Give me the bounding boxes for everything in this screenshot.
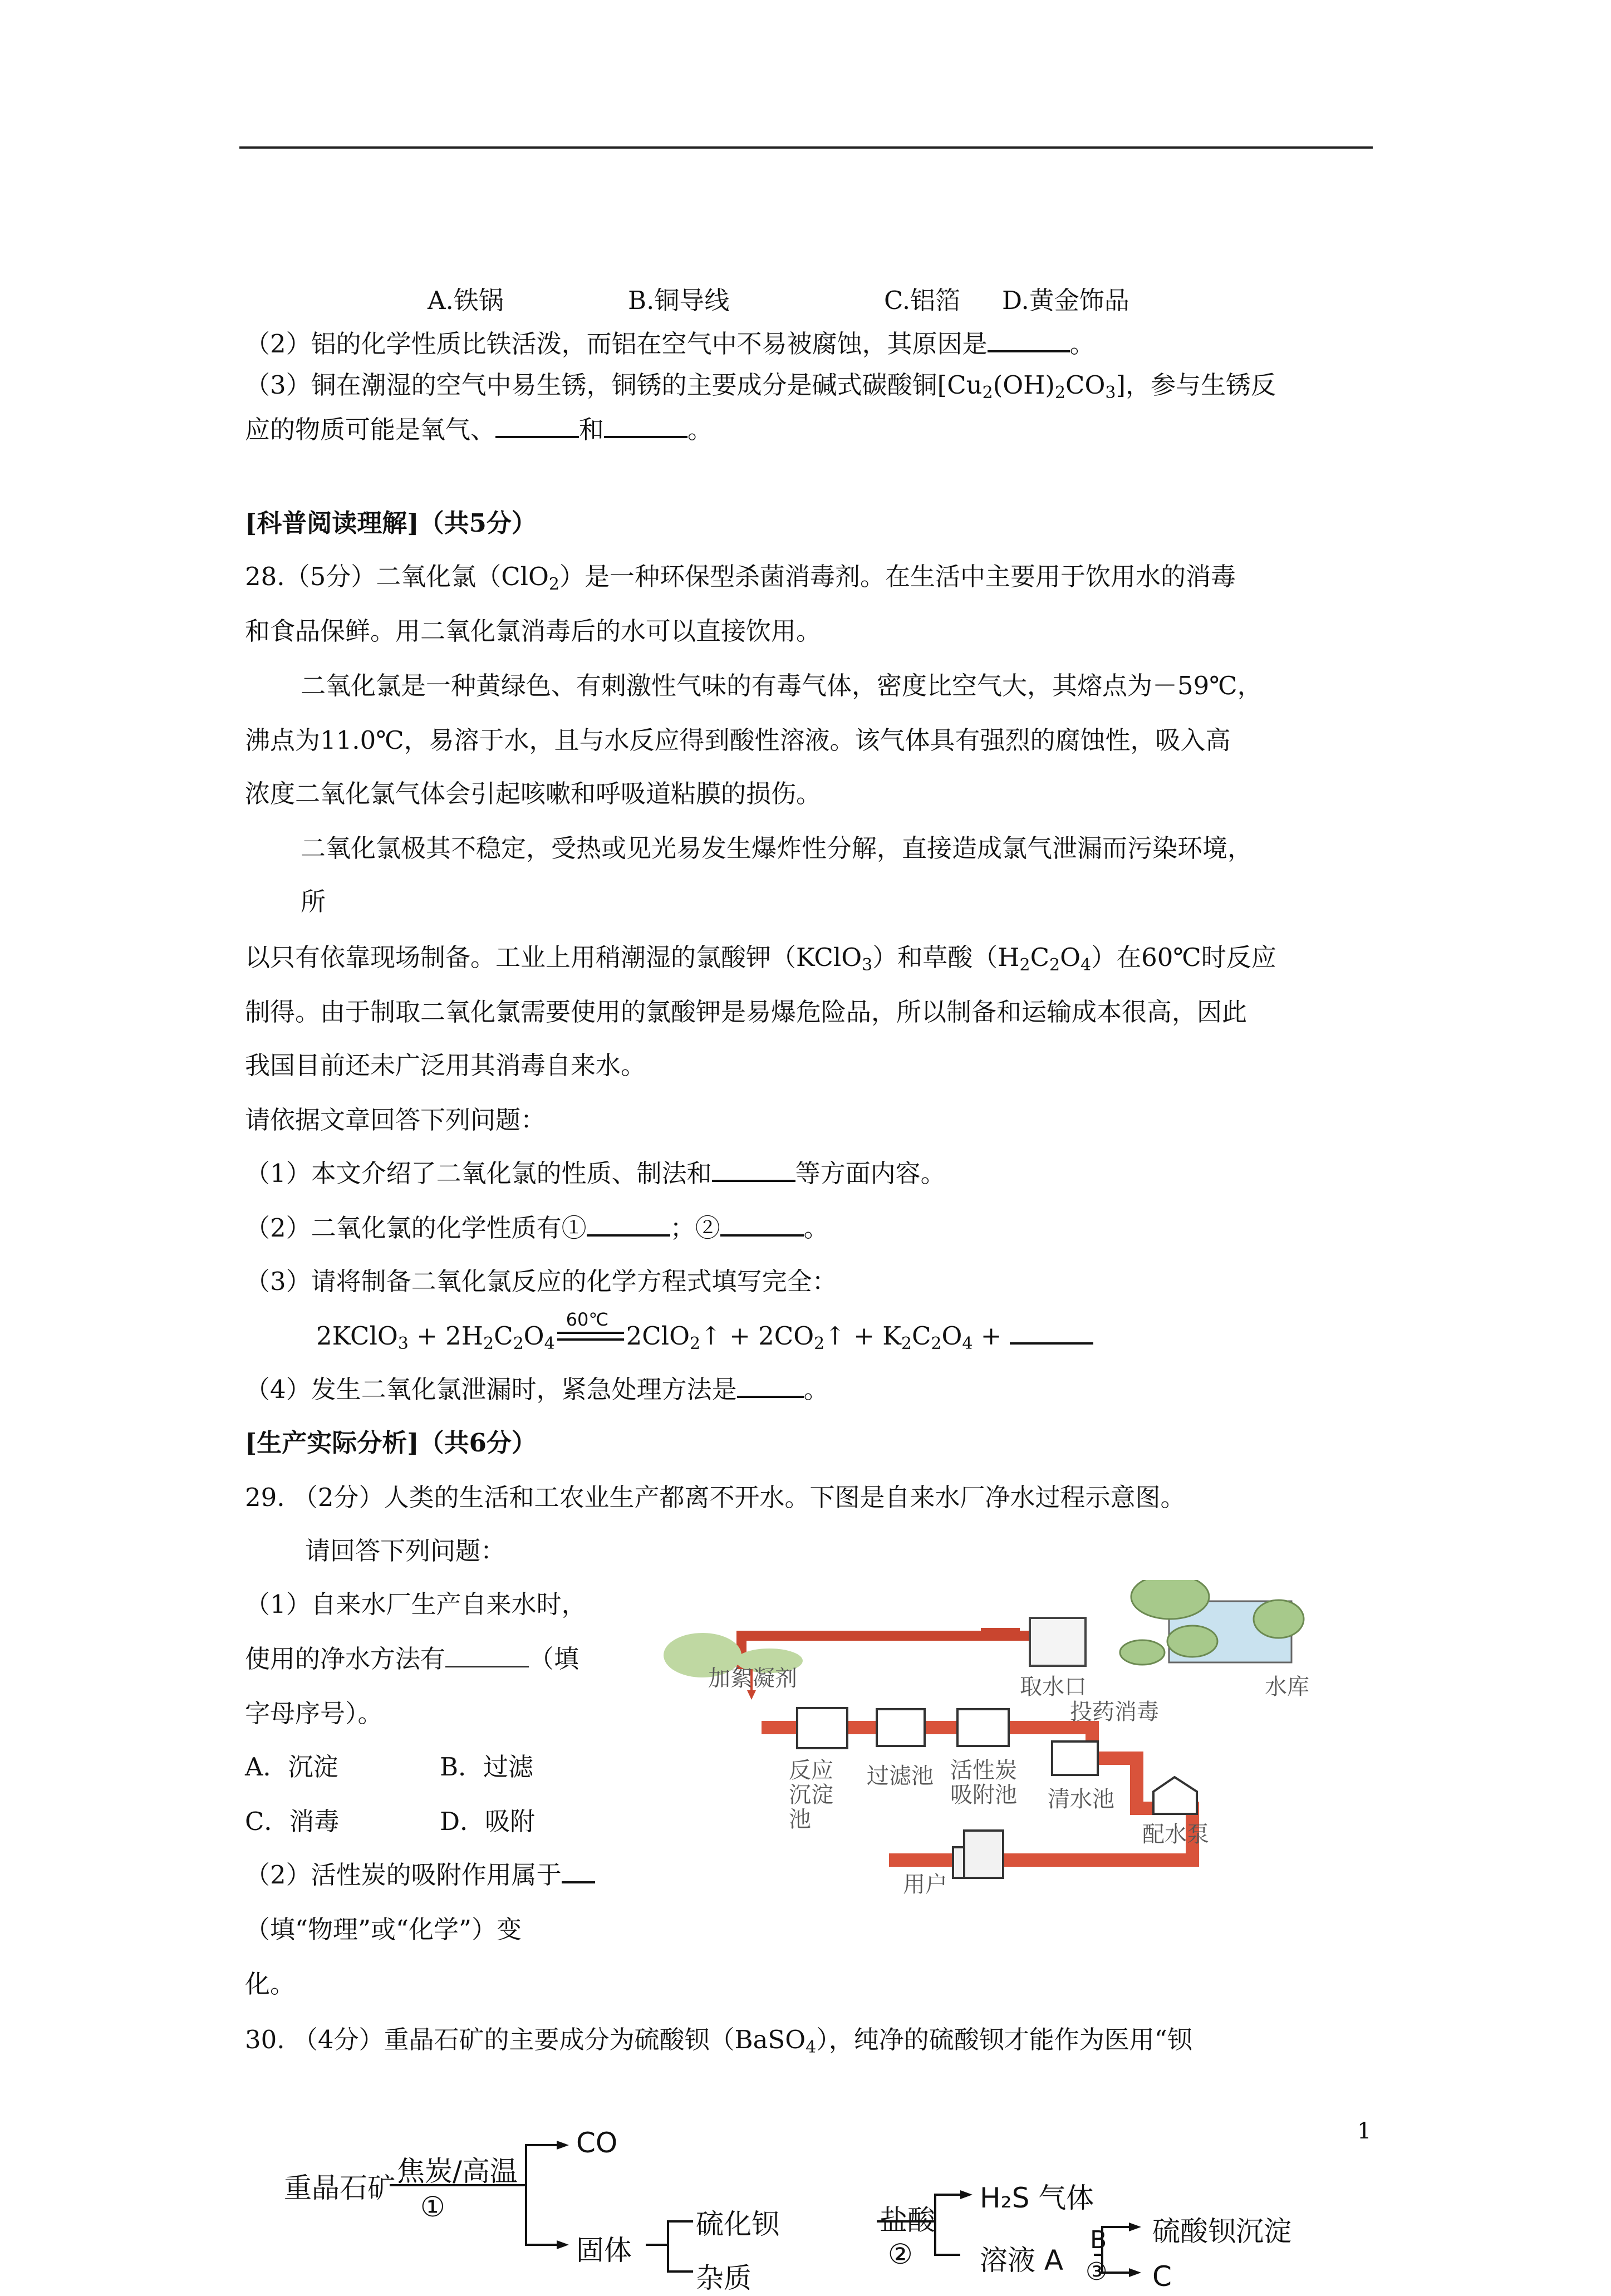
page-number: 1	[1357, 2118, 1372, 2144]
paragraph-3-line-3: 制得。由于制取二氧化氯需要使用的氯酸钾是易爆危险品，所以制备和运输成本很高，因此	[245, 997, 1247, 1027]
flow-node-c: C	[1152, 2260, 1172, 2293]
question-29-intro: 29. （2分）人类的生活和工农业生产都离不开水。下图是自来水厂净水过程示意图。	[245, 1483, 1186, 1512]
label-pump: 配水泵	[1142, 1822, 1209, 1847]
question-29-ask: 请回答下列问题：	[305, 1536, 506, 1566]
flow-condition-2: 盐酸	[880, 2204, 935, 2236]
question-28-ask: 请依据文章回答下列问题：	[245, 1105, 546, 1135]
question-28-3: （3）请将制备二氧化氯反应的化学方程式填写完全：	[245, 1267, 837, 1296]
paragraph-3-line-4: 我国目前还未广泛用其消毒自来水。	[245, 1051, 646, 1080]
answer-blank[interactable]	[495, 414, 579, 438]
question-29-1: （1）自来水厂生产自来水时，	[245, 1589, 587, 1619]
section-heading-production: [生产实际分析]（共6分）	[245, 1428, 537, 1458]
option-b: B．过滤	[440, 1752, 534, 1782]
option-a: A.铁锅	[428, 286, 504, 315]
answer-blank[interactable]	[562, 1859, 595, 1883]
paragraph-2-line-1: 二氧化氯是一种黄绿色、有刺激性气味的有毒气体，密度比空气大，其熔点为－59℃，	[301, 671, 1263, 700]
option-c: C.铝箔	[884, 286, 961, 315]
section-heading-reading: [科普阅读理解]（共5分）	[245, 508, 537, 538]
label-user: 用户	[903, 1872, 947, 1897]
label-disinfect: 投药消毒	[1070, 1699, 1159, 1725]
question-28-1: （1）本文介绍了二氧化氯的性质、制法和 等方面内容。	[245, 1159, 946, 1188]
flow-step-1: ①	[420, 2191, 445, 2223]
question-27-3: （3）铜在潮湿的空气中易生锈，铜锈的主要成分是碱式碳酸铜$[Cu_2(OH)_2CO_3]$，参与生锈反	[245, 370, 1276, 403]
flow-node-co: CO	[576, 2127, 618, 2159]
label-coagulant: 加絮凝剂	[708, 1666, 797, 1691]
reaction-condition: 60℃	[557, 1327, 624, 1350]
paragraph-3-line-2: 以只有依靠现场制备。工业上用稍潮湿的氯酸钾（KClO$_3$）和草酸$(H_2C_2O_4)$在60℃时反应	[245, 943, 1276, 975]
chemical-equation: 2KClO$_3$ + $2H_2C_2O_4$ 60℃ 2ClO$_2$↑ + $2CO_2↑ + K_2C_2O_4$ +	[316, 1319, 1093, 1353]
question-29-2-cont: （填“物理”或“化学”）变	[245, 1915, 522, 1944]
question-28-4: （4）发生二氧化氯泄漏时，紧急处理方法是 。	[245, 1375, 829, 1404]
flow-node-h2s: H₂S 气体	[980, 2182, 1094, 2214]
answer-blank[interactable]	[604, 414, 687, 438]
question-28-intro: 28.（5分）二氧化氯（ClO$_2$）是一种环保型杀菌消毒剂。在生活中主要用于饮用水的消毒	[245, 562, 1236, 594]
header-rule	[239, 146, 1373, 149]
water-plant-diagram	[664, 1580, 1332, 1925]
answer-blank[interactable]	[1010, 1320, 1093, 1345]
label-clear-water-tank: 清水池	[1048, 1787, 1114, 1812]
option-a: A．沉淀	[245, 1752, 338, 1782]
answer-blank[interactable]	[587, 1212, 670, 1237]
answer-blank[interactable]	[737, 1373, 804, 1398]
flow-node-impurity: 杂质	[696, 2262, 752, 2294]
label-filter-tank: 过滤池	[867, 1763, 934, 1789]
label-intake: 取水口	[1020, 1674, 1087, 1700]
question-29-1-cont: 使用的净水方法有 （填	[245, 1644, 579, 1674]
flow-reagent-b: B	[1090, 2226, 1107, 2254]
answer-blank[interactable]	[988, 328, 1070, 352]
option-c: C．消毒	[245, 1807, 340, 1836]
flow-node-barium-sulfate: 硫酸钡沉淀	[1152, 2215, 1291, 2248]
question-27-3-cont: 应的物质可能是氧气、 和 。	[245, 415, 713, 444]
flow-step-3: ③	[1086, 2258, 1108, 2286]
flow-condition-1: 焦炭/高温	[397, 2155, 518, 2187]
paragraph-3-line-1b: 所	[301, 887, 326, 916]
water-plant-illustration	[664, 1580, 1332, 1925]
question-29-1-cont2: 字母序号）。	[245, 1699, 383, 1728]
option-d: D．吸附	[440, 1807, 536, 1836]
label-reservoir: 水库	[1265, 1674, 1309, 1700]
flow-node-solid: 固体	[576, 2234, 632, 2266]
paragraph-3-line-1: 二氧化氯极其不稳定，受热或见光易发生爆炸性分解，直接造成氯气泄漏而污染环境，	[301, 833, 1253, 863]
question-28-intro-2: 和食品保鲜。用二氧化氯消毒后的水可以直接饮用。	[245, 616, 822, 646]
option-b: B.铜导线	[628, 286, 730, 315]
paragraph-2-line-3: 浓度二氧化氯气体会引起咳嗽和呼吸道粘膜的损伤。	[245, 779, 822, 808]
question-29-2: （2）活性炭的吸附作用属于	[245, 1858, 595, 1892]
flow-node-barium-sulfide: 硫化钡	[696, 2208, 779, 2240]
answer-blank[interactable]	[720, 1212, 804, 1237]
question-29-2-cont2: 化。	[245, 1969, 296, 1999]
question-27-2: （2）铝的化学性质比铁活泼，而铝在空气中不易被腐蚀，其原因是 。	[245, 329, 1095, 359]
answer-blank[interactable]	[712, 1157, 795, 1182]
answer-blank[interactable]	[445, 1644, 529, 1667]
process-flow-chart	[267, 2127, 1291, 2294]
option-d: D.黄金饰品	[1002, 286, 1129, 315]
paragraph-2-line-2: 沸点为11.0℃，易溶于水，且与水反应得到酸性溶液。该气体具有强烈的腐蚀性，吸入高	[245, 725, 1231, 755]
question-28-2: （2）二氧化氯的化学性质有① ；② 。	[245, 1213, 829, 1243]
question-30-intro: 30. （4分）重晶石矿的主要成分为硫酸钡（BaSO$_4$），纯净的硫酸钡才能作为医用“钡	[245, 2025, 1192, 2057]
label-settling-tank: 反应沉淀池	[789, 1758, 833, 1832]
flow-step-2: ②	[888, 2238, 913, 2270]
flow-node-solution-a: 溶液 A	[980, 2244, 1064, 2277]
label-carbon-tank: 活性炭吸附池	[950, 1758, 1017, 1808]
flow-node-ore: 重晶石矿	[284, 2172, 395, 2204]
